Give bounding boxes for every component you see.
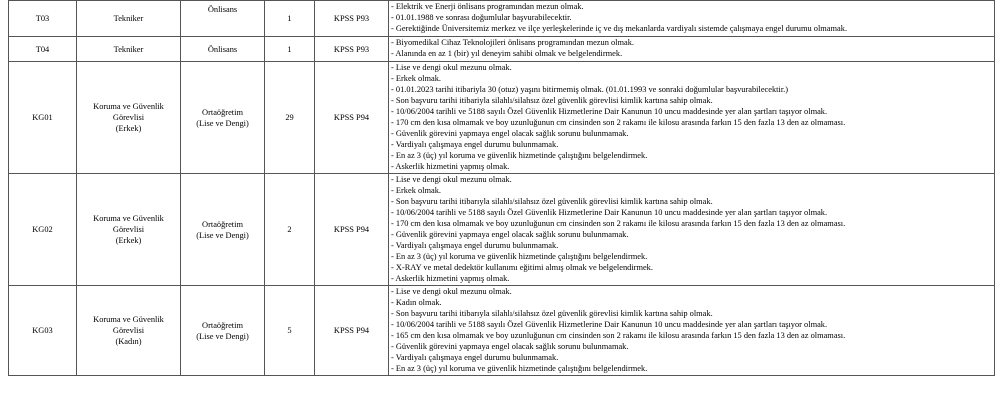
position-title: [77, 1, 181, 37]
requirement-item: - Askerlik hizmetini yapmış olmak.: [391, 162, 510, 171]
table-row: [9, 62, 995, 174]
position-title-line: (Erkek): [115, 236, 142, 245]
position-title-line: Görevlisi: [112, 113, 145, 122]
job-requirements-table-container: [8, 0, 994, 376]
requirement-item: - Son başvuru tarihi itibarıyla silahlı/silahsız özel güvenlik görevlisi kimlik kartına sahip olmak.: [391, 309, 713, 318]
requirement-item: - Erkek olmak.: [391, 74, 442, 83]
requirement-item: - 170 cm den kısa olmamak ve boy uzunluğunun cm cinsinden son 2 rakamı ile kilosu arasında farkın 15 den fazla 13 den az olmaması.: [391, 118, 846, 127]
table-row: [9, 37, 995, 62]
position-title: [77, 286, 181, 376]
position-title-line: Görevlisi: [112, 326, 145, 335]
position-title-line: Koruma ve Güvenlik: [93, 102, 164, 111]
position-title-line: Tekniker: [113, 14, 144, 23]
requirement-item: - Elektrik ve Enerji önlisans programından mezun olmak.: [391, 2, 584, 11]
education-level: [181, 286, 265, 376]
position-code: T03: [9, 1, 77, 37]
job-requirements-table: [8, 0, 995, 376]
education-level: [181, 37, 265, 62]
requirements-cell: [389, 286, 995, 376]
education-level-line: Ortaöğretim: [202, 320, 243, 330]
kpss-type: KPSS P93: [315, 37, 389, 62]
education-level: [181, 174, 265, 286]
position-count: 29: [265, 62, 315, 174]
requirement-item: - Biyomedikal Cihaz Teknolojileri önlisans programından mezun olmak.: [391, 38, 635, 47]
requirements-cell: [389, 1, 995, 37]
position-code: KG03: [9, 286, 77, 376]
requirement-item: - Lise ve dengi okul mezunu olmak.: [391, 175, 512, 184]
requirement-item: - Güvenlik görevini yapmaya engel olacak sağlık sorunu bulunmamak.: [391, 129, 629, 138]
position-title: [77, 174, 181, 286]
table-row: [9, 286, 995, 376]
kpss-type: KPSS P93: [315, 1, 389, 37]
education-level-line: Önlisans: [207, 44, 238, 54]
requirements-cell: [389, 174, 995, 286]
requirements-cell: [389, 62, 995, 174]
education-level: [181, 1, 265, 37]
requirement-item: - En az 3 (üç) yıl koruma ve güvenlik hizmetinde çalıştığını belgelendirmek.: [391, 252, 648, 261]
requirement-item: - Lise ve dengi okul mezunu olmak.: [391, 63, 512, 72]
education-level-line: Önlisans: [207, 5, 238, 14]
requirements-cell: [389, 37, 995, 62]
requirement-item: - X-RAY ve metal dedektör kullanımı eğitimi almış olmak ve belgelendirmek.: [391, 263, 653, 272]
requirement-item: - Vardiyalı çalışmaya engel durumu bulunmamak.: [391, 353, 559, 362]
requirement-item: - Vardiyalı çalışmaya engel durumu bulunmamak.: [391, 241, 559, 250]
requirement-item: - Son başvuru tarihi itibarıyla silahlı/silahsız özel güvenlik görevlisi kimlik kartına sahip olmak.: [391, 197, 713, 206]
requirement-item: - Güvenlik görevini yapmaya engel olacak sağlık sorunu bulunmamak.: [391, 342, 629, 351]
table-row: [9, 174, 995, 286]
position-title-line: (Kadın): [115, 337, 142, 346]
position-title: [77, 37, 181, 62]
position-title-line: Koruma ve Güvenlik: [93, 315, 164, 324]
kpss-type: KPSS P94: [315, 174, 389, 286]
education-level-line: (Lise ve Dengi): [196, 118, 249, 128]
requirement-item: - Alanında en az 1 (bir) yıl deneyim sahibi olmak ve belgelendirmek.: [391, 49, 623, 58]
position-code: KG02: [9, 174, 77, 286]
requirement-item: - Lise ve dengi okul mezunu olmak.: [391, 287, 512, 296]
requirement-item: - 165 cm den kısa olmamak ve boy uzunluğunun cm cinsinden son 2 rakamı ile kilosu arasında farkın 15 den fazla 13 den az olmaması.: [391, 331, 846, 340]
education-level-line: (Lise ve Dengi): [196, 230, 249, 240]
requirement-item: - Askerlik hizmetini yapmış olmak.: [391, 274, 510, 283]
table-row: [9, 1, 995, 37]
education-level-line: (Lise ve Dengi): [196, 331, 249, 341]
requirement-item: - 10/06/2004 tarihli ve 5188 sayılı Özel Güvenlik Hizmetlerine Dair Kanunun 10 uncu maddesinde yer alan şartları taşıyor olmak.: [391, 208, 828, 217]
requirement-item: - Güvenlik görevini yapmaya engel olacak sağlık sorunu bulunmamak.: [391, 230, 629, 239]
requirement-item: - 10/06/2004 tarihli ve 5188 sayılı Özel Güvenlik Hizmetlerine Dair Kanunun 10 uncu maddesinde yer alan şartları taşıyor olmak.: [391, 320, 828, 329]
requirement-item: - Erkek olmak.: [391, 186, 442, 195]
requirement-item: - 01.01.2023 tarihi itibariyla 30 (otuz) yaşını bitirmemiş olmak. (01.01.1993 ve sonraki doğumlular başvurabilecektir.): [391, 85, 789, 94]
kpss-type: KPSS P94: [315, 286, 389, 376]
kpss-type: KPSS P94: [315, 62, 389, 174]
position-title-line: Koruma ve Güvenlik: [93, 214, 164, 223]
requirement-item: - Gerektiğinde Üniversitemiz merkez ve ilçe yerleşkelerinde iç ve dış mekanlarda vardiyalı sistemde çalışmaya engel durumu olmamak.: [391, 24, 848, 33]
education-level-line: Ortaöğretim: [202, 219, 243, 229]
position-title: [77, 62, 181, 174]
position-title-line: Tekniker: [113, 44, 144, 54]
position-code: KG01: [9, 62, 77, 174]
requirement-item: - Kadın olmak.: [391, 298, 442, 307]
education-level-line: Ortaöğretim: [202, 107, 243, 117]
requirement-item: - En az 3 (üç) yıl koruma ve güvenlik hizmetinde çalıştığını belgelendirmek.: [391, 364, 648, 373]
position-count: 2: [265, 174, 315, 286]
position-count: 1: [265, 37, 315, 62]
requirement-item: - Son başvuru tarihi itibariyla silahlı/silahsız özel güvenlik görevlisi kimlik kartına sahip olmak.: [391, 96, 713, 105]
requirement-item: - 170 cm den kısa olmamak ve boy uzunluğunun cm cinsinden son 2 rakamı ile kilosu arasında farkın 15 den fazla 13 den az olmaması.: [391, 219, 846, 228]
position-count: 1: [265, 1, 315, 37]
requirement-item: - 10/06/2004 tarihli ve 5188 sayılı Özel Güvenlik Hizmetlerine Dair Kanunun 10 uncu maddesinde yer alan şartları taşıyor olmak.: [391, 107, 828, 116]
position-title-line: Görevlisi: [112, 225, 145, 234]
requirement-item: - Vardiyalı çalışmaya engel durumu bulunmamak.: [391, 140, 559, 149]
requirement-item: - En az 3 (üç) yıl koruma ve güvenlik hizmetinde çalıştığını belgelendirmek.: [391, 151, 648, 160]
position-code: T04: [9, 37, 77, 62]
education-level: [181, 62, 265, 174]
requirement-item: - 01.01.1988 ve sonrası doğumlular başvurabilecektir.: [391, 13, 572, 22]
position-count: 5: [265, 286, 315, 376]
position-title-line: (Erkek): [115, 124, 142, 133]
